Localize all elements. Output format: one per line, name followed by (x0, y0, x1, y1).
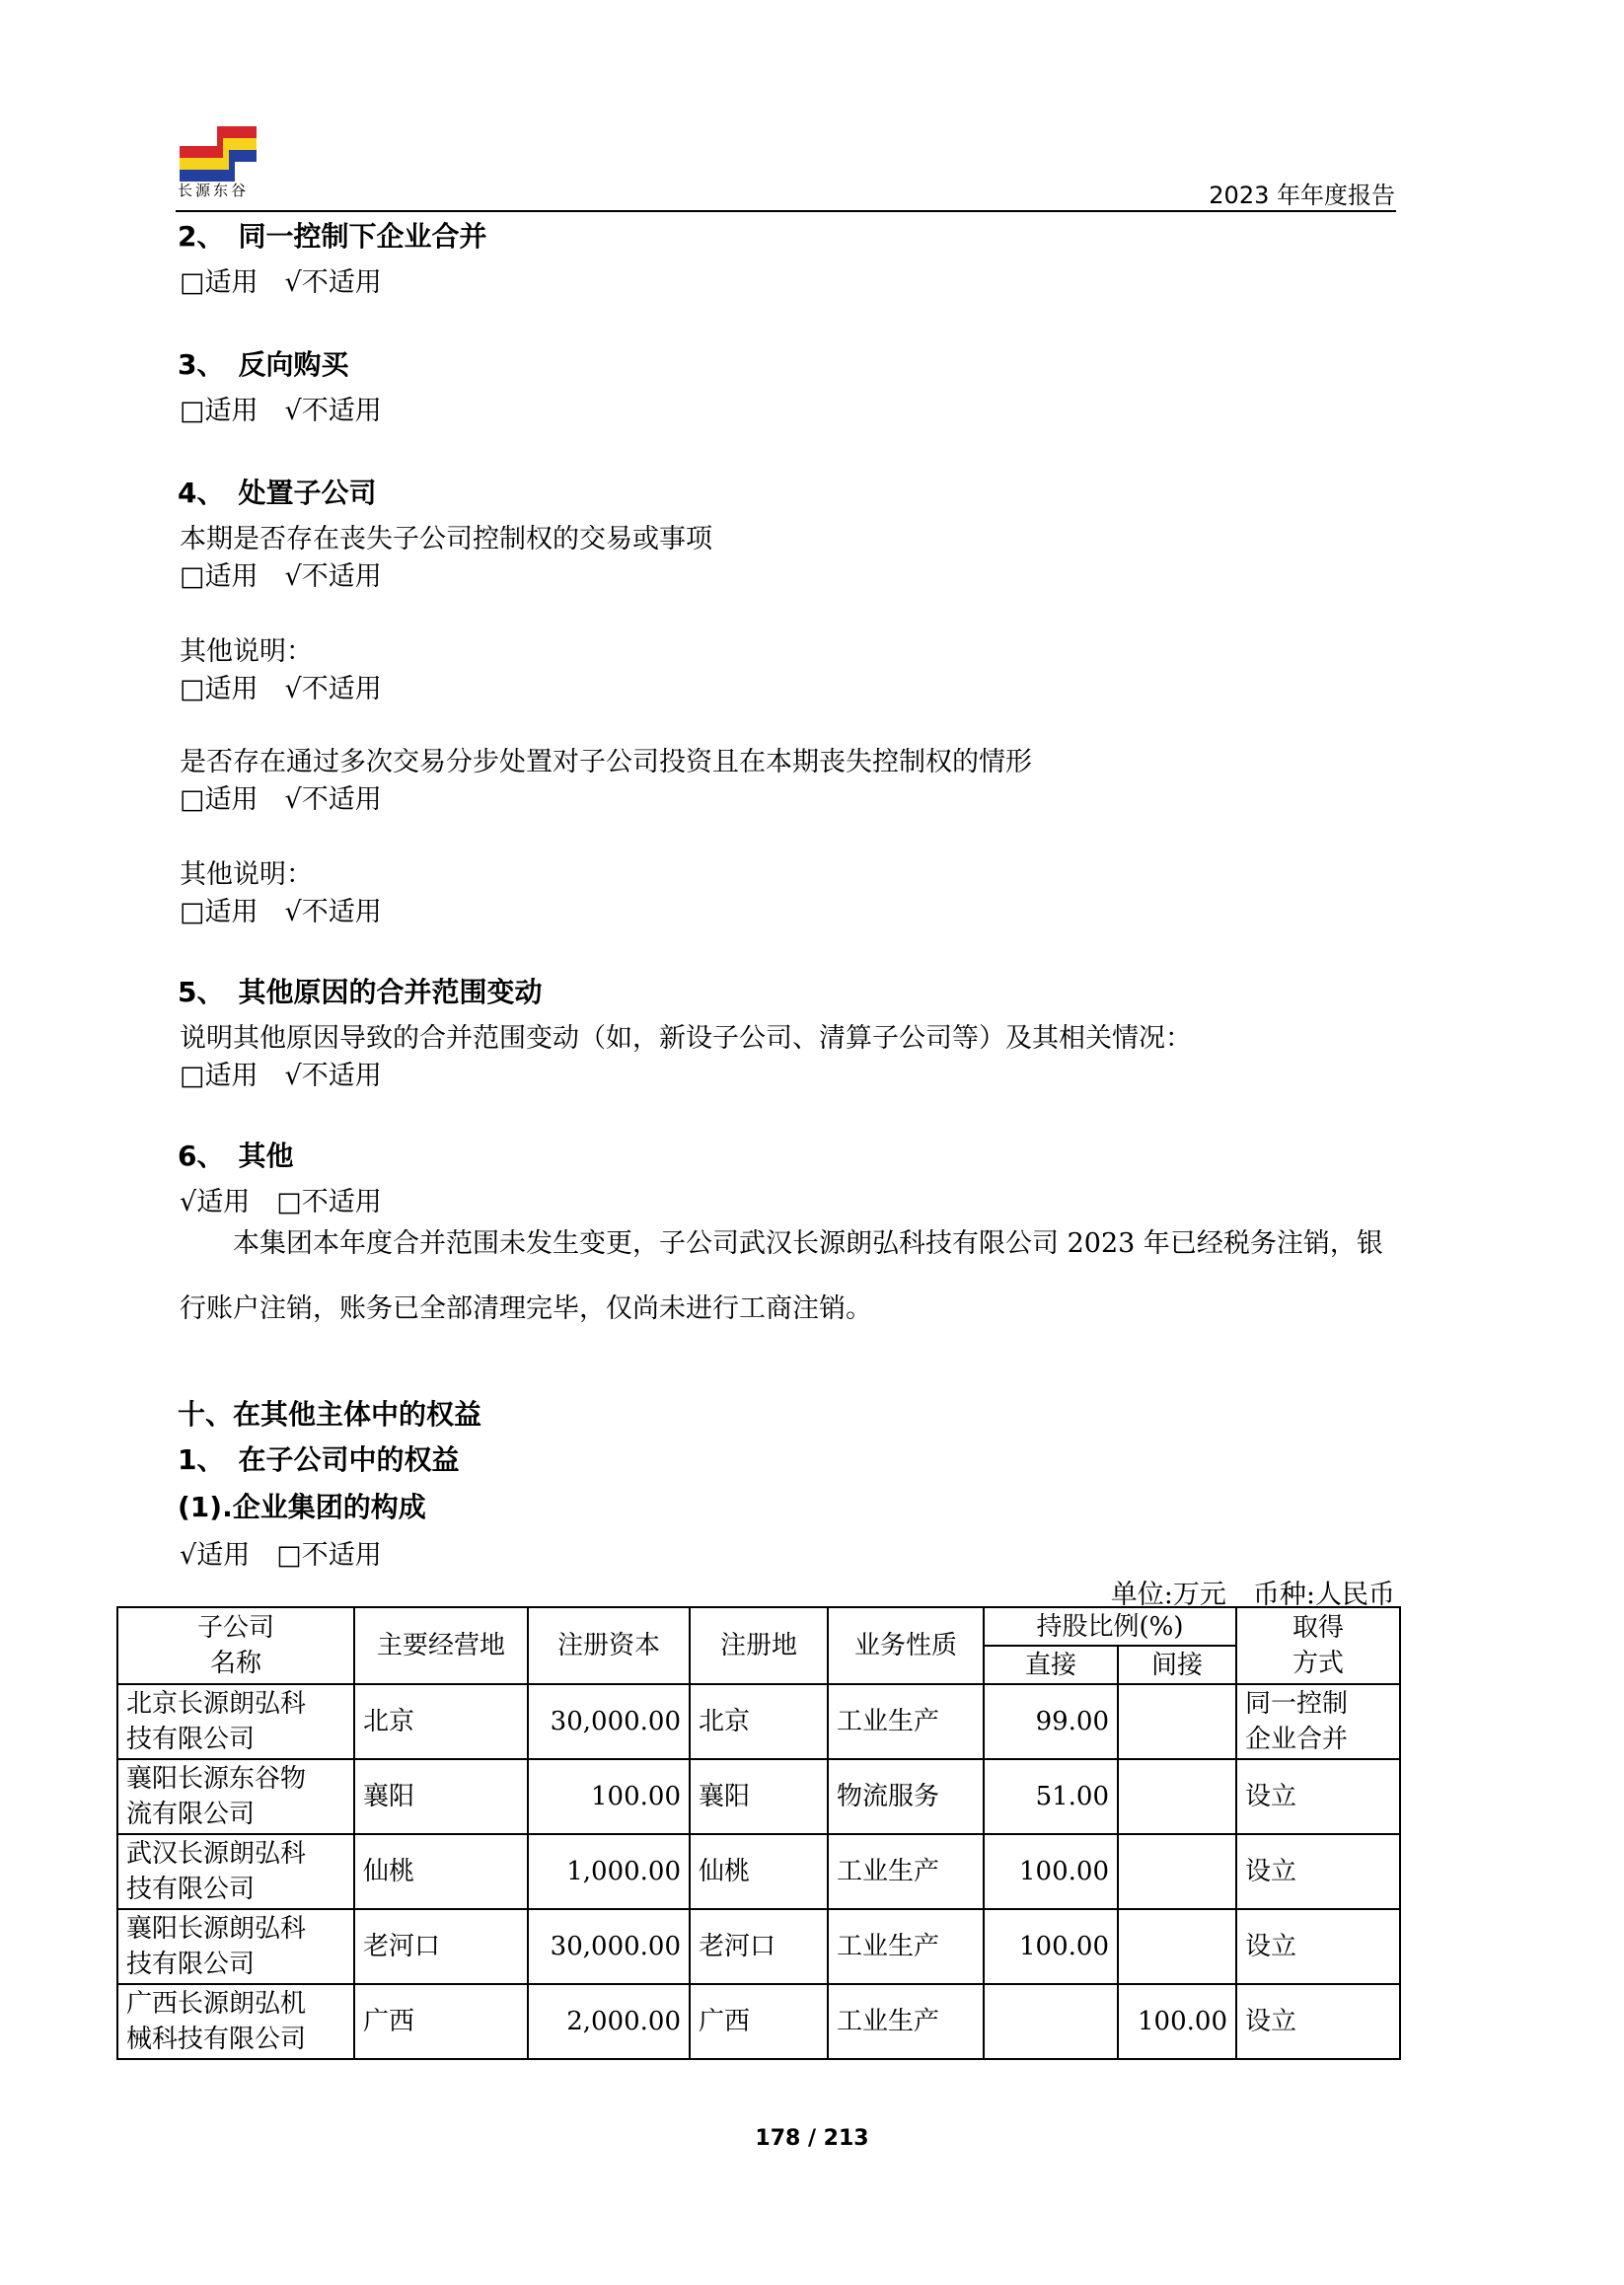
cell-registered-place: 北京 (690, 1684, 828, 1759)
section-10-1-1-applicability: √适用 □不适用 (180, 1540, 382, 1571)
table-unit-note: 单位:万元 币种:人民币 (1110, 1580, 1395, 1610)
cell-capital: 30,000.00 (528, 1684, 690, 1759)
section-10-1-title: 1、 在子公司中的权益 (178, 1443, 460, 1476)
name-line-2: 技有限公司 (126, 1950, 256, 1979)
cell-place: 北京 (354, 1684, 528, 1759)
cell-direct: 99.00 (984, 1684, 1118, 1759)
cell-subsidiary-name (117, 1909, 354, 1984)
cell-method: 设立 (1236, 1834, 1400, 1909)
section-4-question-2: 是否存在通过多次交易分步处置对子公司投资且在本期丧失控制权的情形 (180, 747, 1032, 777)
cell-direct: 100.00 (984, 1909, 1118, 1984)
section-3-applicability: □适用 √不适用 (180, 396, 382, 426)
name-line-1: 广西长源朗弘机 (126, 1989, 307, 2019)
cell-business-nature: 工业生产 (828, 1684, 984, 1759)
section-4-other-note-1: 其他说明： (180, 636, 313, 667)
table-row (117, 1984, 1400, 2059)
cell-registered-place: 老河口 (690, 1909, 828, 1984)
section-4-other-note-2-applicability: □适用 √不适用 (180, 897, 382, 927)
cell-method (1236, 1684, 1400, 1759)
name-line-2: 技有限公司 (126, 1875, 256, 1904)
cell-method: 设立 (1236, 1909, 1400, 1984)
section-4-other-note-1-applicability: □适用 √不适用 (180, 674, 382, 704)
name-line-1: 襄阳长源朗弘科 (126, 1914, 307, 1944)
section-6-applicability: √适用 □不适用 (180, 1187, 382, 1217)
name-line-2: 技有限公司 (126, 1725, 256, 1754)
table-row (117, 1684, 1400, 1759)
table-row (117, 1909, 1400, 1984)
cell-subsidiary-name (117, 1759, 354, 1834)
cell-indirect (1118, 1759, 1236, 1834)
cell-business-nature: 工业生产 (828, 1834, 984, 1909)
section-6-paragraph: 本集团本年度合并范围未发生变更，子公司武汉长源朗弘科技有限公司 2023 年已经税务注销，银行账户注销，账务已全部清理完毕，仅尚未进行工商注销。 (180, 1228, 1383, 1324)
cell-registered-place: 襄阳 (690, 1759, 828, 1834)
header-cell-indirect: 间接 (1118, 1646, 1236, 1684)
header-method-line-1: 取得 (1292, 1613, 1344, 1643)
header-name-line-2: 名称 (209, 1649, 261, 1678)
logo-text: 长源东谷 (178, 182, 250, 199)
name-line-1: 武汉长源朗弘科 (126, 1839, 307, 1869)
cell-direct: 100.00 (984, 1834, 1118, 1909)
section-10-title: 十、在其他主体中的权益 (178, 1398, 482, 1431)
header-cell-ratio: 持股比例(%) (984, 1607, 1236, 1646)
method-line-2: 企业合并 (1245, 1725, 1349, 1754)
cell-business-nature: 物流服务 (828, 1759, 984, 1834)
name-line-2: 械科技有限公司 (126, 2025, 307, 2054)
cell-method: 设立 (1236, 1984, 1400, 2059)
cell-direct: 51.00 (984, 1759, 1118, 1834)
table-header-row (117, 1607, 1400, 1646)
header-cell-business-nature: 业务性质 (828, 1607, 984, 1684)
section-4-title: 4、 处置子公司 (178, 477, 377, 509)
header-name-line-1: 子公司 (196, 1613, 274, 1643)
section-4-other-note-2: 其他说明： (180, 859, 313, 890)
cell-registered-place: 仙桃 (690, 1834, 828, 1909)
section-4-question-1-applicability: □适用 √不适用 (180, 561, 382, 592)
cell-subsidiary-name (117, 1684, 354, 1759)
cell-indirect (1118, 1834, 1236, 1909)
header-cell-place: 主要经营地 (354, 1607, 528, 1684)
cell-capital: 1,000.00 (528, 1834, 690, 1909)
section-5-title: 5、 其他原因的合并范围变动 (178, 976, 543, 1008)
section-5-applicability: □适用 √不适用 (180, 1061, 382, 1091)
header-cell-method (1236, 1607, 1400, 1684)
cell-indirect: 100.00 (1118, 1984, 1236, 2059)
section-4-question-1: 本期是否存在丧失子公司控制权的交易或事项 (180, 524, 712, 554)
cell-place: 仙桃 (354, 1834, 528, 1909)
section-6-title: 6、 其他 (178, 1140, 294, 1172)
section-2-title: 2、 同一控制下企业合并 (178, 220, 487, 253)
name-line-1: 襄阳长源东谷物 (126, 1764, 307, 1794)
cell-registered-place: 广西 (690, 1984, 828, 2059)
header-cell-direct: 直接 (984, 1646, 1118, 1684)
section-5-description: 说明其他原因导致的合并范围变动（如，新设子公司、清算子公司等）及其相关情况： (180, 1023, 1192, 1054)
cell-subsidiary-name (117, 1834, 354, 1909)
header-method-line-2: 方式 (1292, 1649, 1344, 1678)
report-title: 2023 年年度报告 (1209, 182, 1395, 209)
header-cell-name (117, 1607, 354, 1684)
name-line-2: 流有限公司 (126, 1800, 256, 1829)
cell-business-nature: 工业生产 (828, 1909, 984, 1984)
cell-business-nature: 工业生产 (828, 1984, 984, 2059)
header-divider (176, 210, 1396, 212)
section-10-1-1-title: (1).企业集团的构成 (178, 1491, 426, 1523)
table-row (117, 1834, 1400, 1909)
subsidiaries-table (116, 1606, 1401, 2060)
cell-place: 老河口 (354, 1909, 528, 1984)
section-4-question-2-applicability: □适用 √不适用 (180, 784, 382, 815)
cell-direct (984, 1984, 1118, 2059)
cell-capital: 2,000.00 (528, 1984, 690, 2059)
header-cell-registered-place: 注册地 (690, 1607, 828, 1684)
cell-subsidiary-name (117, 1984, 354, 2059)
header-cell-capital: 注册资本 (528, 1607, 690, 1684)
section-3-title: 3、 反向购买 (178, 348, 349, 381)
name-line-1: 北京长源朗弘科 (126, 1689, 307, 1719)
cell-place: 广西 (354, 1984, 528, 2059)
section-2-applicability: □适用 √不适用 (180, 267, 382, 298)
cell-capital: 30,000.00 (528, 1909, 690, 1984)
method-line-1: 同一控制 (1245, 1689, 1349, 1719)
cell-method: 设立 (1236, 1759, 1400, 1834)
page-number: 178 / 213 (755, 2126, 869, 2151)
cell-indirect (1118, 1909, 1236, 1984)
cell-place: 襄阳 (354, 1759, 528, 1834)
cell-capital: 100.00 (528, 1759, 690, 1834)
cell-indirect (1118, 1684, 1236, 1759)
table-row (117, 1759, 1400, 1834)
